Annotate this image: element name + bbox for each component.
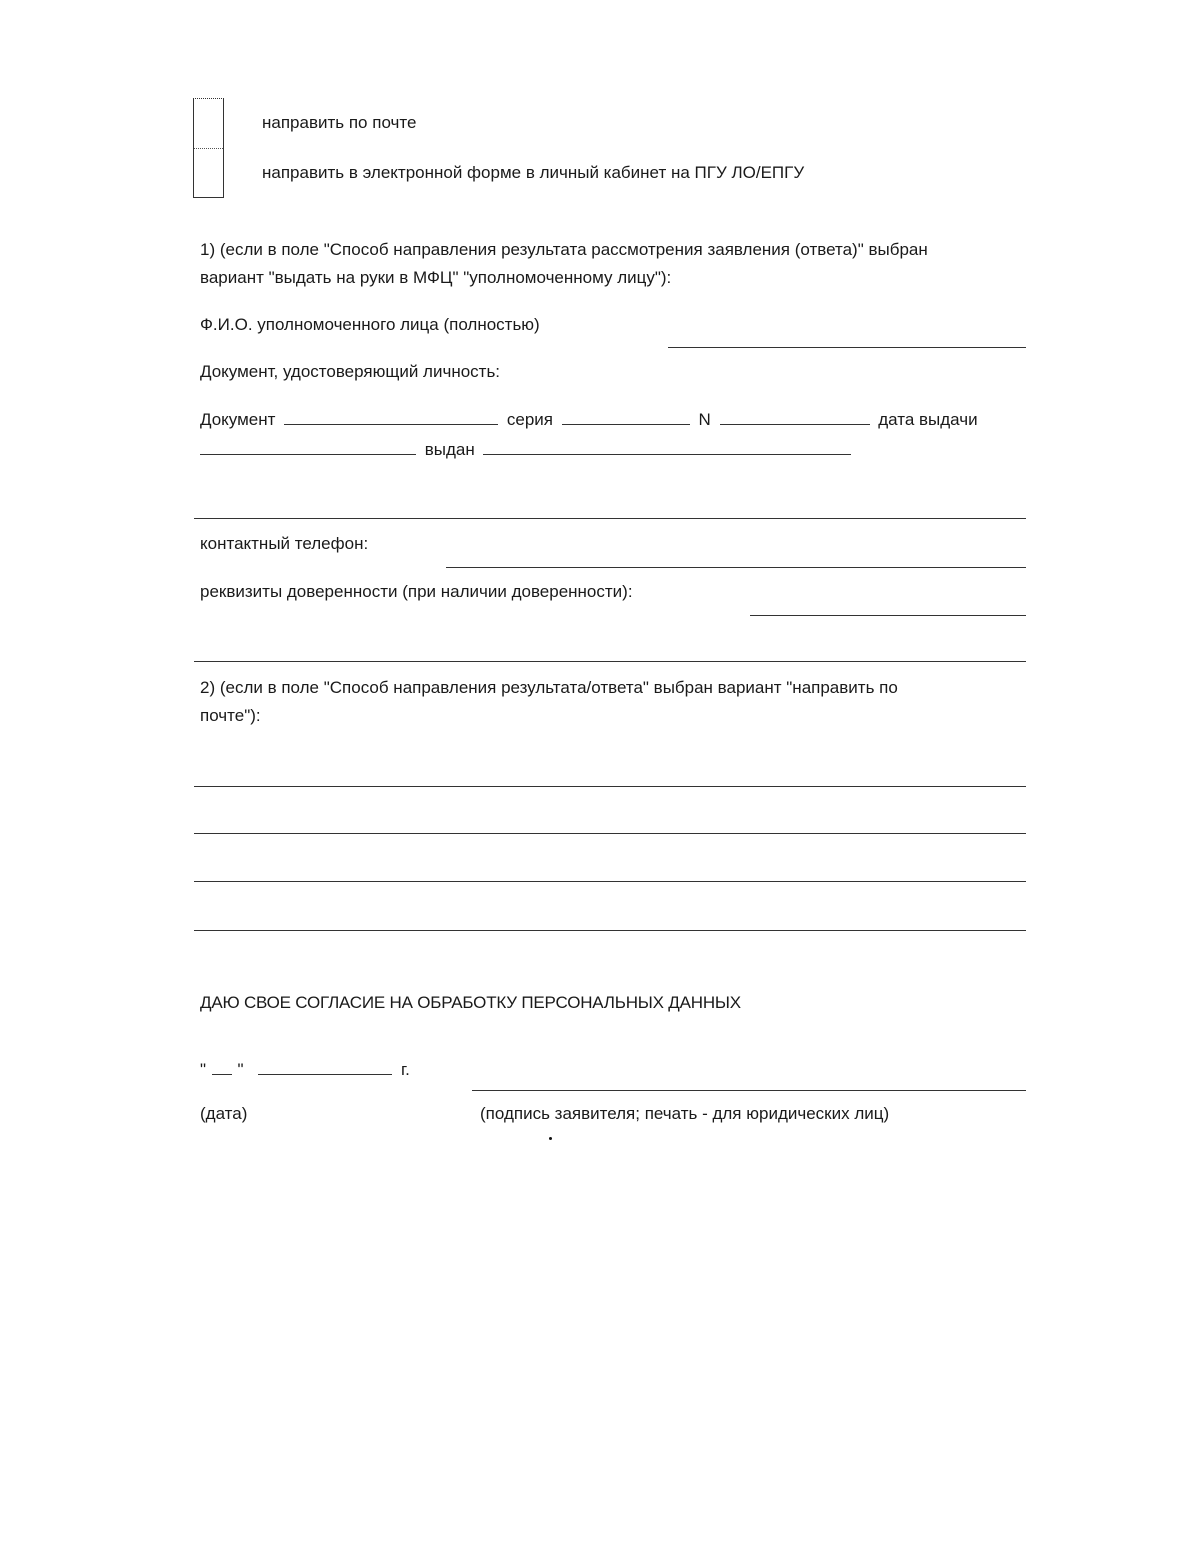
id-document-label: Документ, удостоверяющий личность:: [200, 362, 501, 381]
poa-label: реквизиты доверенности (при наличии доверенности):: [200, 582, 633, 601]
option-electronic-label: направить в электронной форме в личный кабинет на ПГУ ЛО/ЕПГУ: [262, 163, 805, 182]
issue-date-field[interactable]: [200, 440, 416, 455]
signature-caption: (подпись заявителя; печать - для юридических лиц): [480, 1104, 890, 1123]
delivery-checkbox-group: [193, 98, 224, 198]
date-caption: (дата): [200, 1104, 248, 1123]
date-day-field[interactable]: [212, 1060, 232, 1075]
signature-field[interactable]: [472, 1090, 1026, 1091]
date-open-quote: ": [200, 1060, 207, 1079]
document-field[interactable]: [284, 410, 498, 425]
document-row: [200, 410, 978, 430]
issued-by-field-continued[interactable]: [194, 518, 1026, 519]
section2-heading-line2: почте"):: [200, 706, 261, 725]
section1-heading-line2: вариант "выдать на руки в МФЦ" "уполномоченному лицу"):: [200, 268, 672, 287]
section1-heading-line1: 1) (если в поле "Способ направления результата рассмотрения заявления (ответа)" выбран: [200, 240, 928, 259]
phone-label: контактный телефон:: [200, 534, 369, 553]
phone-field[interactable]: [446, 567, 1026, 568]
postal-address-line-1[interactable]: [194, 786, 1026, 787]
date-month-field[interactable]: [258, 1060, 392, 1075]
checkbox-electronic[interactable]: [194, 149, 223, 198]
issued-by-field[interactable]: [483, 440, 851, 455]
postal-address-line-2[interactable]: [194, 833, 1026, 834]
scan-speck: [549, 1137, 552, 1140]
date-close-quote: ": [237, 1060, 244, 1079]
poa-field[interactable]: [750, 615, 1026, 616]
series-label: серия: [506, 410, 554, 429]
fio-field[interactable]: [668, 347, 1026, 348]
issued-by-label: выдан: [424, 440, 475, 459]
fio-label: Ф.И.О. уполномоченного лица (полностью): [200, 315, 540, 334]
date-row: [200, 1060, 410, 1080]
option-mail-label: направить по почте: [262, 113, 417, 132]
checkbox-mail[interactable]: [194, 99, 223, 148]
series-field[interactable]: [562, 410, 690, 425]
poa-field-continued[interactable]: [194, 661, 1026, 662]
number-field[interactable]: [720, 410, 870, 425]
year-suffix: г.: [401, 1060, 410, 1079]
section2-heading-line1: 2) (если в поле "Способ направления результата/ответа" выбран вариант "направить по: [200, 678, 898, 697]
postal-address-line-3[interactable]: [194, 881, 1026, 882]
document-label: Документ: [200, 410, 276, 429]
postal-address-line-4[interactable]: [194, 930, 1026, 931]
issue-date-label: дата выдачи: [878, 410, 978, 429]
issued-row: [200, 440, 855, 460]
number-label: N: [698, 410, 711, 429]
consent-text: ДАЮ СВОЕ СОГЛАСИЕ НА ОБРАБОТКУ ПЕРСОНАЛЬНЫХ ДАННЫХ: [200, 993, 741, 1012]
